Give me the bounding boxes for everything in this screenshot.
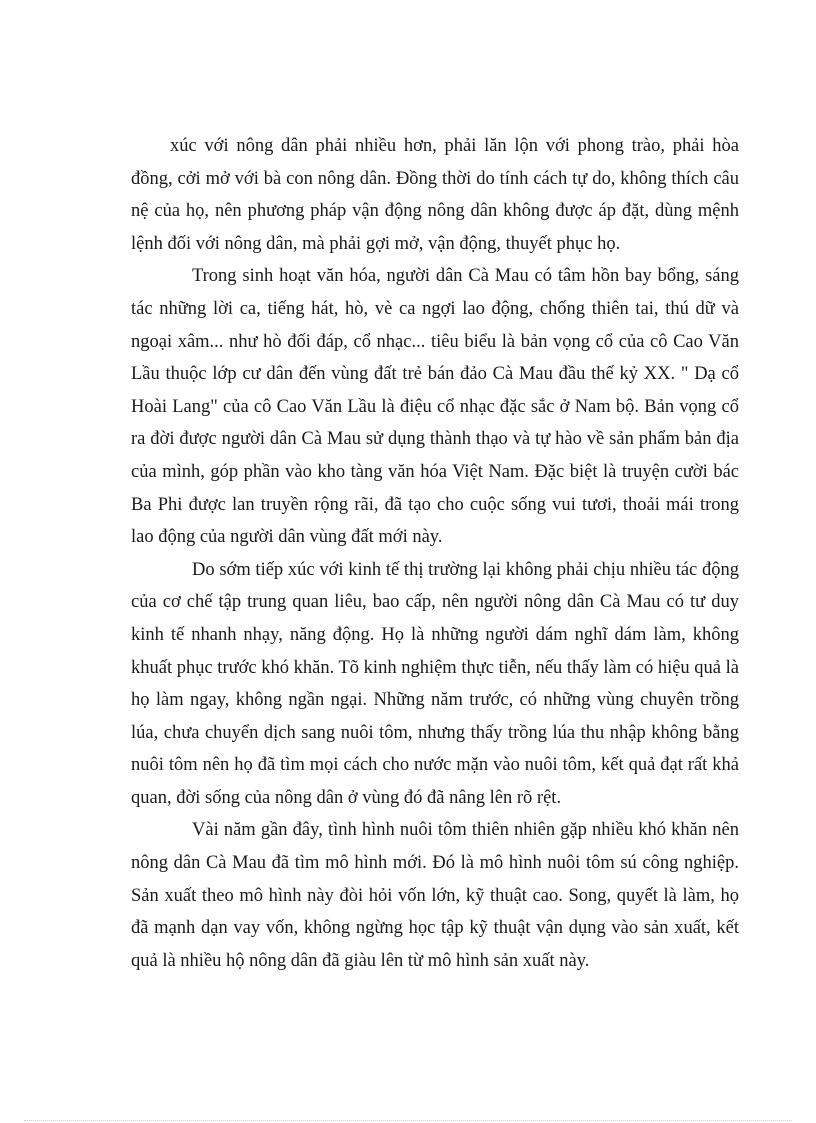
page-bottom-divider [24,1120,792,1121]
paragraph-market-economy: Do sớm tiếp xúc với kinh tế thị trường lại không phải chịu nhiều tác động của cơ chế tập trung quan liêu, bao cấp, nên người nông dân Cà Mau có tư duy kinh tế nhanh nhạy, năng động. Họ là những người dám nghĩ dám làm, không khuất phục trước khó khăn. Tõ kinh nghiệm thực tiễn, nếu thấy làm có hiệu quả là họ làm ngay, không ngần ngại. Những năm trước, có những vùng chuyên trồng lúa, chưa chuyển dịch sang nuôi tôm, nhưng thấy trồng lúa thu nhập không bằng nuôi tôm nên họ đã tìm mọi cách cho nước mặn vào nuôi tôm, kết quả đạt rất khả quan, đời sống của nông dân ở vùng đó đã nâng lên rõ rệt. [131,559,739,808]
paragraph-shrimp-farming: Vài năm gần đây, tình hình nuôi tôm thiên nhiên gặp nhiều khó khăn nên nông dân Cà Mau đã tìm mô hình mới. Đó là mô hình nuôi tôm sú công nghiệp. Sản xuất theo mô hình này đòi hỏi vốn lớn, kỹ thuật cao. Song, quyết là làm, họ đã mạnh dạn vay vốn, không ngừng học tập kỹ thuật vận dụng vào sản xuất, kết quả là nhiều hộ nông dân đã giàu lên từ mô hình sản xuất này. [131,820,739,971]
paragraph-cultural-life: Trong sinh hoạt văn hóa, người dân Cà Mau có tâm hồn bay bổng, sáng tác những lời ca, tiếng hát, hò, vè ca ngợi lao động, chống thiên tai, thú dữ và ngoại xâm... như hò đối đáp, cổ nhạc... tiêu biểu là bản vọng cổ của cô Cao Văn Lầu thuộc lớp cư dân đến vùng đất trẻ bán đảo Cà Mau đầu thế kỷ XX. " Dạ cổ Hoài Lang" của cô Cao Văn Lầu là điệu cổ nhạc đặc sắc ở Nam bộ. Bản vọng cổ ra đời được người dân Cà Mau sử dụng thành thạo và tự hào về sản phẩm bản địa của mình, góp phần vào kho tàng văn hóa Việt Nam. Đặc biệt là truyện cười bác Ba Phi được lan truyền rộng rãi, đã tạo cho cuộc sống vui tươi, thoải mái trong lao động của người dân vùng đất mới này. [131,266,739,548]
paragraph-continuation: xúc với nông dân phải nhiều hơn, phải lăn lộn với phong trào, phải hòa đồng, cởi mở với bà con nông dân. Đồng thời do tính cách tự do, không thích câu nệ của họ, nên phương pháp vận động nông dân không được áp đặt, dùng mệnh lệnh đối với nông dân, mà phải gợi mở, vận động, thuyết phục họ. [131,136,739,254]
document-body [131,130,739,977]
